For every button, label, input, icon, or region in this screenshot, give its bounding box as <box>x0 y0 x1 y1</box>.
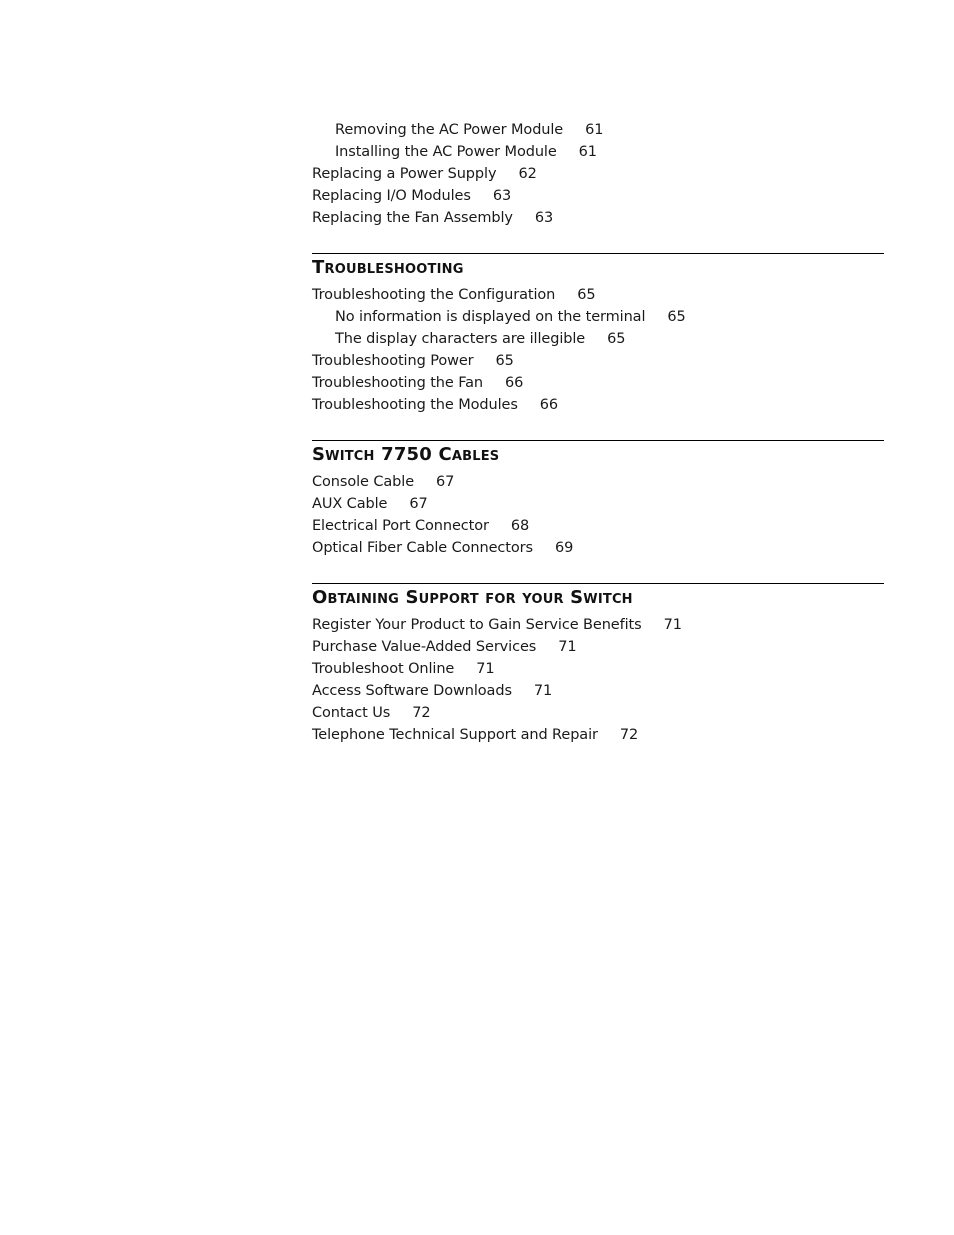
toc-entry-page: 63 <box>492 188 512 204</box>
toc-entry-page: 65 <box>495 353 514 369</box>
toc-entry[interactable] <box>312 141 884 163</box>
toc-entry-text: The display characters are illegible <box>335 331 586 347</box>
toc-entry-page: 71 <box>663 617 682 633</box>
section-heading[interactable]: Troubleshooting <box>312 253 884 280</box>
toc-entry-text: Contact Us <box>312 705 391 721</box>
toc-entry[interactable] <box>312 724 884 746</box>
toc-entry-page: 67 <box>409 496 428 512</box>
toc-entry[interactable] <box>312 537 884 559</box>
toc-entry-page: 61 <box>578 144 597 160</box>
toc-entry-text: Electrical Port Connector <box>312 518 489 534</box>
toc-entry-page: 66 <box>504 375 524 391</box>
toc-entry-page: 67 <box>436 474 455 490</box>
toc-entry-page: 65 <box>577 287 596 303</box>
toc-entry[interactable] <box>312 702 884 724</box>
toc-section-cables <box>312 440 884 559</box>
toc-entry-text: Optical Fiber Cable Connectors <box>312 540 533 556</box>
toc-entry-text: Troubleshooting the Fan <box>312 375 483 391</box>
toc-entry-page: 71 <box>558 639 577 655</box>
toc-entry[interactable] <box>312 306 884 328</box>
toc-entry[interactable] <box>312 350 884 372</box>
toc-entry-text: Console Cable <box>312 474 415 490</box>
toc-entry[interactable] <box>312 185 884 207</box>
toc-entry-page: 63 <box>534 210 554 226</box>
toc-entry-page: 72 <box>412 705 431 721</box>
toc-entry-page: 61 <box>585 122 604 138</box>
toc-section-support <box>312 583 884 746</box>
toc-entry[interactable] <box>312 394 884 416</box>
toc-entry-text: AUX Cable <box>312 496 388 512</box>
toc-entry[interactable] <box>312 207 884 229</box>
toc-entry-text: Access Software Downloads <box>312 683 512 699</box>
toc-entry-text: Replacing the Fan Assembly <box>312 210 513 226</box>
toc-entry-text: Troubleshoot Online <box>312 661 455 677</box>
toc-entry-page: 71 <box>533 683 553 699</box>
toc-section-troubleshooting <box>312 253 884 416</box>
toc-entry-page: 69 <box>554 540 574 556</box>
toc-entry[interactable] <box>312 614 884 636</box>
toc-entry-text: Replacing a Power Supply <box>312 166 497 182</box>
toc-entry[interactable] <box>312 284 884 306</box>
toc-entry[interactable] <box>312 493 884 515</box>
toc-entry-text: Register Your Product to Gain Service Benefits <box>312 617 642 633</box>
toc-entry[interactable] <box>312 636 884 658</box>
toc-entry-page: 65 <box>667 309 686 325</box>
toc-entry[interactable] <box>312 328 884 350</box>
toc-leading-entries <box>312 119 884 229</box>
toc-entry-text: Troubleshooting the Modules <box>312 397 518 413</box>
toc-entry-page: 62 <box>518 166 537 182</box>
toc-entry[interactable] <box>312 119 884 141</box>
toc-entry-text: Replacing I/O Modules <box>312 188 471 204</box>
toc-entry-page: 72 <box>619 727 639 743</box>
toc-entry[interactable] <box>312 680 884 702</box>
section-heading[interactable]: Switch 7750 Cables <box>312 440 884 467</box>
toc-entry[interactable] <box>312 658 884 680</box>
toc-entry-text: Telephone Technical Support and Repair <box>312 727 598 743</box>
toc-page <box>312 119 884 746</box>
section-heading[interactable]: Obtaining Support for your Switch <box>312 583 884 610</box>
toc-entry[interactable] <box>312 515 884 537</box>
toc-entry-text: Troubleshooting Power <box>312 353 474 369</box>
toc-entry-text: Removing the AC Power Module <box>335 122 564 138</box>
toc-entry-page: 66 <box>539 397 559 413</box>
toc-entry-page: 68 <box>510 518 530 534</box>
toc-entry[interactable] <box>312 471 884 493</box>
toc-entry-page: 65 <box>607 331 626 347</box>
toc-entry-text: No information is displayed on the terminal <box>335 309 646 325</box>
toc-entry-text: Troubleshooting the Configuration <box>312 287 556 303</box>
toc-entry-text: Purchase Value-Added Services <box>312 639 537 655</box>
toc-entry[interactable] <box>312 372 884 394</box>
toc-entry[interactable] <box>312 163 884 185</box>
toc-entry-text: Installing the AC Power Module <box>335 144 557 160</box>
toc-entry-page: 71 <box>476 661 495 677</box>
